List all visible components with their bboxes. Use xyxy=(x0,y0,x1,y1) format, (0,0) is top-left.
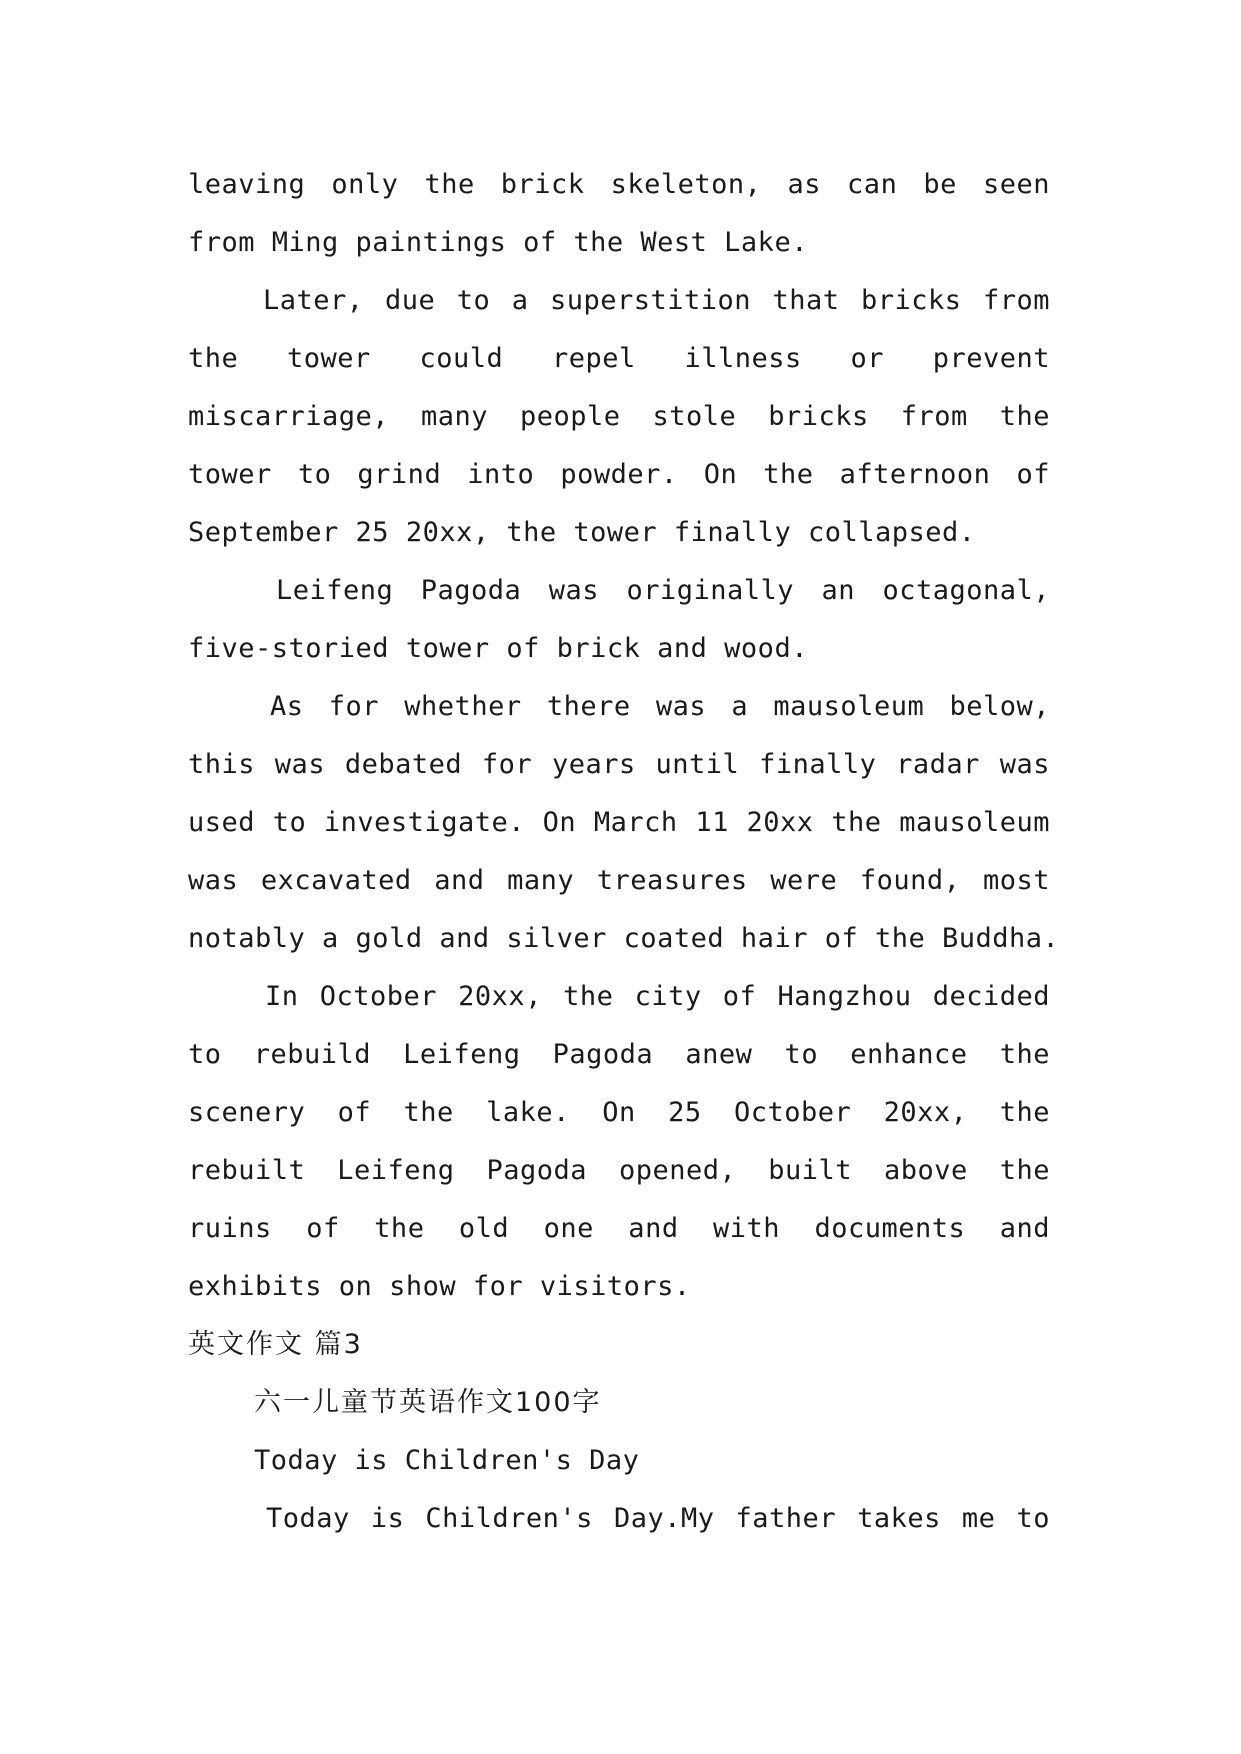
paragraph-line: to rebuild Leifeng Pagoda anew to enhance the xyxy=(188,1039,1050,1070)
essay-title: 六一儿童节英语作文100字 xyxy=(254,1387,602,1418)
paragraph-line: rebuilt Leifeng Pagoda opened, built above the xyxy=(188,1155,1050,1186)
paragraph-line: was excavated and many treasures were found, most xyxy=(188,865,1050,896)
paragraph-line: five-storied tower of brick and wood. xyxy=(188,633,808,664)
paragraph-line: As for whether there was a mausoleum below, xyxy=(270,691,1050,722)
paragraph-line: Today is Children's Day.My father takes me to xyxy=(266,1503,1050,1534)
paragraph-line: Leifeng Pagoda was originally an octagonal, xyxy=(276,575,1050,606)
section-heading: 英文作文 篇3 xyxy=(188,1329,363,1360)
paragraph-line: ruins of the old one and with documents and xyxy=(188,1213,1050,1244)
essay-subtitle: Today is Children's Day xyxy=(254,1445,640,1476)
paragraph-line: exhibits on show for visitors. xyxy=(188,1271,691,1302)
paragraph-line: scenery of the lake. On 25 October 20xx, the xyxy=(188,1097,1050,1128)
paragraph-line: used to investigate. On March 11 20xx the mausoleum xyxy=(188,807,1050,838)
paragraph-line: tower to grind into powder. On the afternoon of xyxy=(188,459,1050,490)
paragraph-line: miscarriage, many people stole bricks from the xyxy=(188,401,1050,432)
paragraph-line: September 25 20xx, the tower finally collapsed. xyxy=(188,517,976,548)
paragraph-line: notably a gold and silver coated hair of the Buddha. xyxy=(188,923,1060,954)
paragraph-line: the tower could repel illness or prevent xyxy=(188,343,1050,374)
paragraph-line: this was debated for years until finally radar was xyxy=(188,749,1050,780)
paragraph-line: leaving only the brick skeleton, as can be seen xyxy=(188,169,1050,200)
paragraph-line: In October 20xx, the city of Hangzhou decided xyxy=(265,981,1050,1012)
paragraph-line: from Ming paintings of the West Lake. xyxy=(188,227,808,258)
paragraph-line: Later, due to a superstition that bricks from xyxy=(263,285,1050,316)
